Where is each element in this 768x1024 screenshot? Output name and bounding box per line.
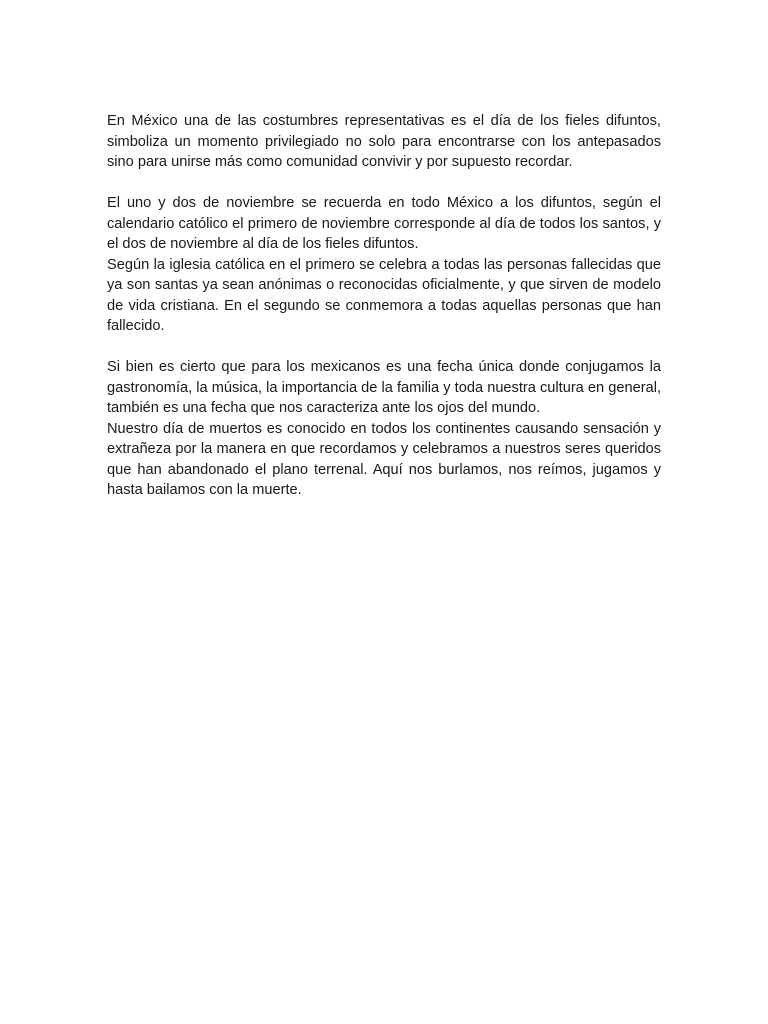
paragraph-4: Si bien es cierto que para los mexicanos es una fecha única donde conjugamos la gastronomía, la música, la importancia de la familia y toda nuestra cultura en general, también es una fecha que nos caracteriza ante los ojos del mundo.: [107, 359, 661, 416]
paragraph-spacer: [107, 337, 661, 358]
paragraph-1: En México una de las costumbres representativas es el día de los fieles difuntos, simboliza un momento privilegiado no solo para encontrarse con los antepasados sino para unirse más como comunidad convivir y por supuesto recordar.: [107, 113, 661, 170]
paragraph-5: Nuestro día de muertos es conocido en todos los continentes causando sensación y extrañeza por la manera en que recordamos y celebramos a nuestros seres queridos que han abandonado el plano terrenal. Aquí nos burlamos, nos reímos, jugamos y hasta bailamos con la muerte.: [107, 420, 661, 498]
paragraph-spacer: [107, 173, 661, 194]
paragraph-2: El uno y dos de noviembre se recuerda en todo México a los difuntos, según el calendario católico el primero de noviembre corresponde al día de todos los santos, y el dos de noviembre al día de los fieles difuntos.: [107, 195, 661, 252]
paragraph-3: Según la iglesia católica en el primero se celebra a todas las personas fallecidas que ya son santas ya sean anónimas o reconocidas oficialmente, y que sirven de modelo de vida cristiana. En el segundo se conmemora a todas aquellas personas que han fallecido.: [107, 256, 661, 334]
document-body: [107, 111, 661, 501]
